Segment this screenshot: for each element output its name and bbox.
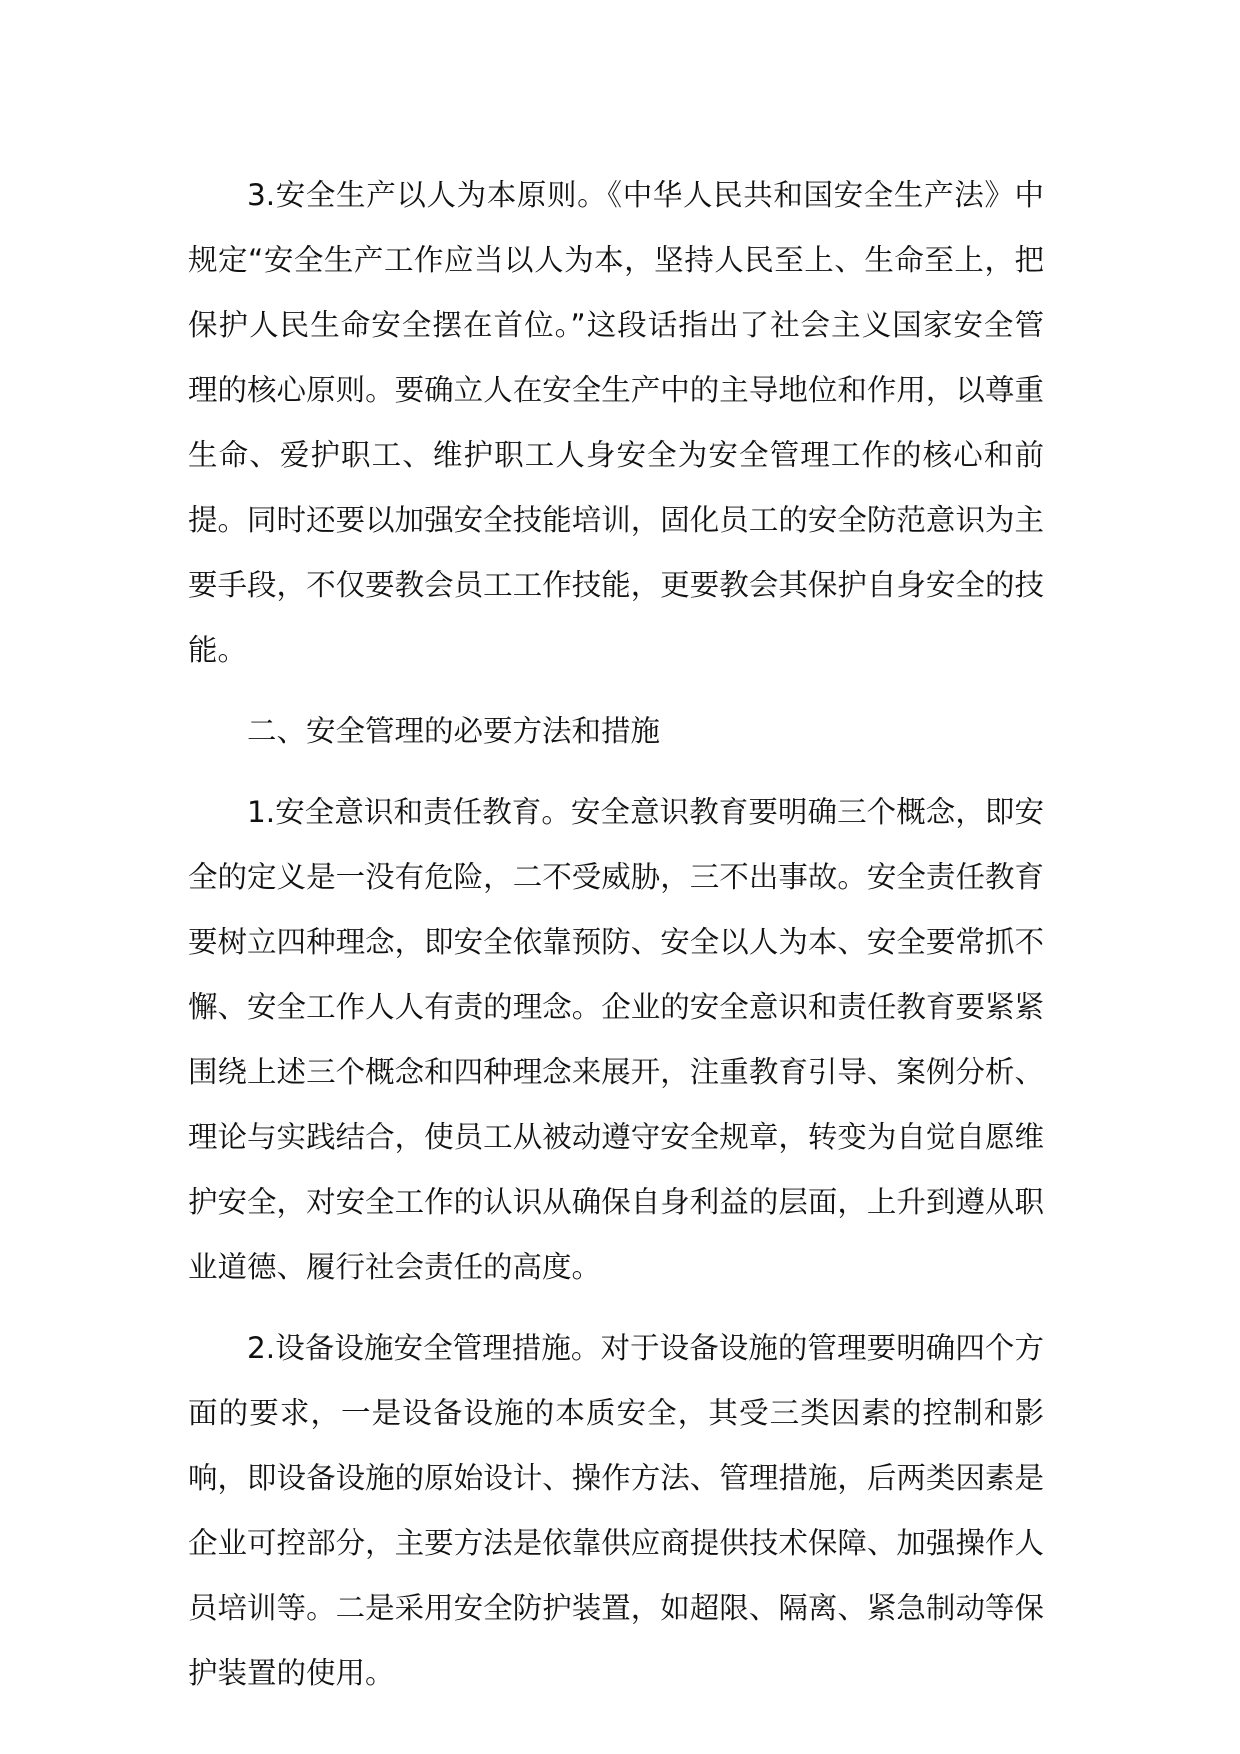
document-body: [188, 163, 1044, 1706]
paragraph-equipment-safety-measures: 2.设备设施安全管理措施。对于设备设施的管理要明确四个方面的要求，一是设备设施的本质安全，其受三类因素的控制和影响，即设备设施的原始设计、操作方法、管理措施，后两类因素是企业可控部分，主要方法是依靠供应商提供技术保障、加强操作人员培训等。二是采用安全防护装置，如超限、隔离、紧急制动等保护装置的使用。: [188, 1331, 1044, 1690]
paragraph-safety-awareness-education: 1.安全意识和责任教育。安全意识教育要明确三个概念，即安全的定义是一没有危险，二不受威胁，三不出事故。安全责任教育要树立四种理念，即安全依靠预防、安全以人为本、安全要常抓不懈、安全工作人人有责的理念。企业的安全意识和责任教育要紧紧围绕上述三个概念和四种理念来展开，注重教育引导、案例分析、理论与实践结合，使员工从被动遵守安全规章，转变为自觉自愿维护安全，对安全工作的认识从确保自身利益的层面，上升到遵从职业道德、履行社会责任的高度。: [188, 795, 1044, 1284]
paragraph-people-oriented-principle: 3.安全生产以人为本原则。《中华人民共和国安全生产法》中规定“安全生产工作应当以人为本，坚持人民至上、生命至上，把保护人民生命安全摆在首位。”这段话指出了社会主义国家安全管理的核心原则。要确立人在安全生产中的主导地位和作用，以尊重生命、爱护职工、维护职工人身安全为安全管理工作的核心和前提。同时还要以加强安全技能培训，固化员工的安全防范意识为主要手段，不仅要教会员工工作技能，更要教会其保护自身安全的技能。: [188, 178, 1044, 667]
section-heading-methods-measures: 二、安全管理的必要方法和措施: [247, 714, 661, 748]
